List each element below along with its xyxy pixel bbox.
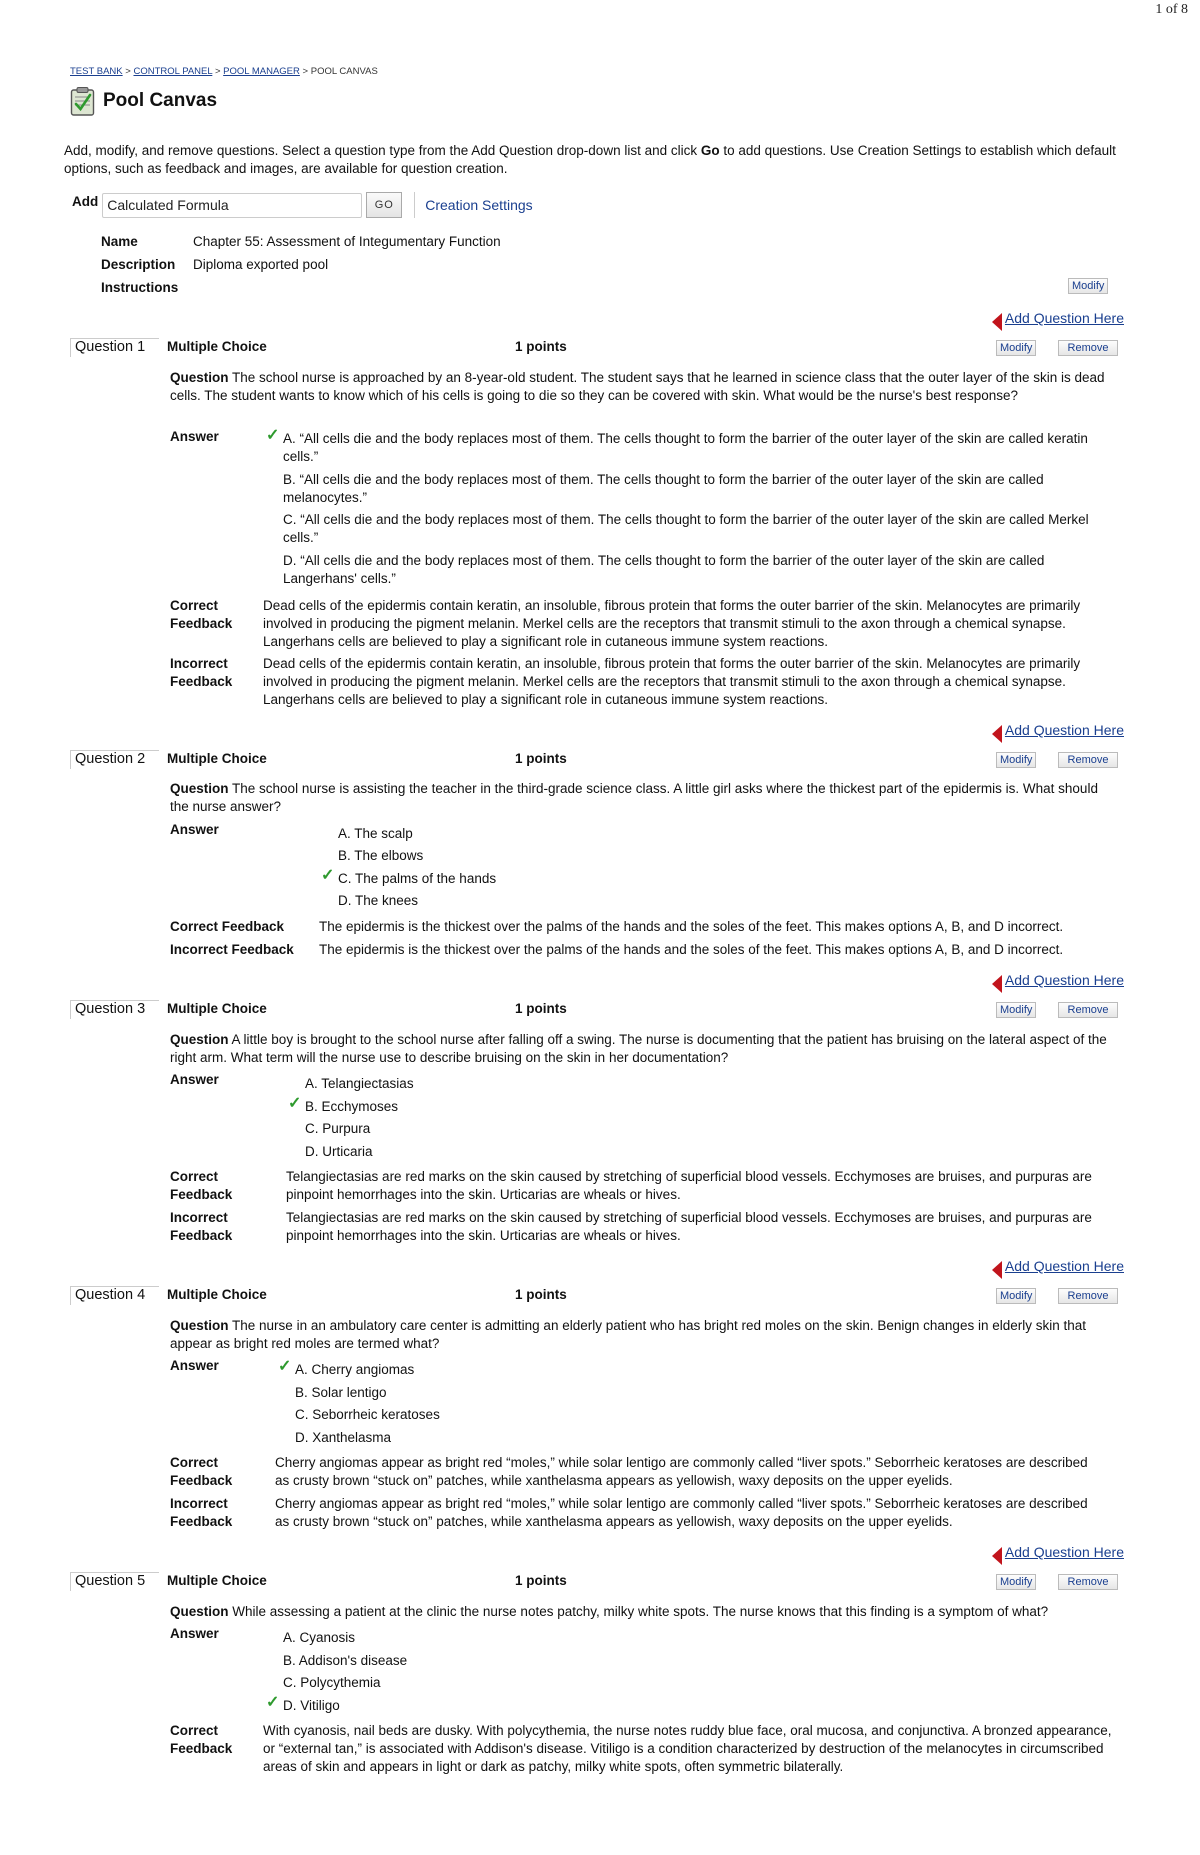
creation-settings-link[interactable]: Creation Settings xyxy=(425,197,533,213)
red-arrow-icon xyxy=(992,313,1002,331)
remove-question-button[interactable]: Remove xyxy=(1058,1288,1118,1304)
answer-option xyxy=(338,825,738,843)
correct-label: Correct xyxy=(170,1455,219,1470)
add-question-here-link[interactable] xyxy=(992,1543,1124,1561)
answer-option xyxy=(288,1095,705,1116)
answer-text: D. Vitiligo xyxy=(283,1698,340,1713)
feedback-label: Feedback xyxy=(170,674,233,689)
answer-text: A. “All cells die and the body replaces most of them. The cells thought to form the barrier of the outer layer of the skin are called keratin cells.” xyxy=(283,431,1088,464)
answer-option xyxy=(283,1629,683,1647)
answer-option xyxy=(305,1075,705,1093)
divider xyxy=(414,192,415,218)
question-header xyxy=(70,1001,1125,1019)
question-label: Question xyxy=(170,1032,229,1047)
question-label: Question xyxy=(170,1604,229,1619)
answer-text: D. The knees xyxy=(338,893,419,908)
answer-option xyxy=(338,892,738,910)
add-question-here-link[interactable] xyxy=(992,971,1124,989)
add-question-here-link[interactable] xyxy=(992,721,1124,739)
question-label: Question xyxy=(170,781,229,796)
page-title: Pool Canvas xyxy=(103,90,218,111)
question-body: While assessing a patient at the clinic the nurse notes patchy, milky white spots. The nurse knows that this finding is a symptom of what? xyxy=(232,1604,1049,1619)
instructions-text xyxy=(64,142,1124,178)
question-text xyxy=(170,369,1120,405)
answer-option xyxy=(295,1384,695,1402)
answer-text: C. Seborrheic keratoses xyxy=(295,1407,440,1422)
answer-text: A. Cyanosis xyxy=(283,1630,356,1645)
incorrect-label: Incorrect xyxy=(170,1210,228,1225)
question-body: The nurse in an ambulatory care center is admitting an elderly patient who has bright red moles on the skin. Benign changes in elderly skin that appear as bright red moles are termed what? xyxy=(170,1318,1087,1351)
answer-text: D. Xanthelasma xyxy=(295,1430,392,1445)
answer-option xyxy=(283,1674,683,1692)
remove-question-button[interactable]: Remove xyxy=(1058,1002,1118,1018)
incorrect-feedback-text: Cherry angiomas appear as bright red “moles,” while solar lentigo are commonly called “liver spots.” Seborrheic keratoses are described as crusty brown “stuck on” patches, while xanthelasma appears as yellowish, waxy deposits on the upper eyelids. xyxy=(275,1496,1088,1529)
question-number: Question 2 xyxy=(70,750,159,769)
page-number: 1 of 8 xyxy=(1155,2,1188,17)
answer-option xyxy=(283,552,1118,588)
feedback-label: Feedback xyxy=(170,616,233,631)
answer-text: C. Purpura xyxy=(305,1121,371,1136)
incorrect-feedback-label xyxy=(170,655,232,691)
add-question-here-label: Add Question Here xyxy=(1004,1544,1124,1560)
breadcrumb-test-bank[interactable]: TEST BANK xyxy=(70,66,123,77)
correct-feedback-text: With cyanosis, nail beds are dusky. With polycythemia, the nurse notes ruddy blue face, oral mucosa, and conjunctiva. A bronzed appearance, or “external tan,” is associated with Addison's disease. Vitiligo is a condition characterized by destruction of the melanocytes in circumscribed areas of skin and appears in light or dark as patchy, milky white spots, often symmetric bilaterally. xyxy=(263,1723,1112,1774)
question-type-select[interactable]: Calculated Formula xyxy=(102,193,362,218)
add-question-here-label: Add Question Here xyxy=(1004,1258,1124,1274)
feedback-label: Feedback xyxy=(170,1473,233,1488)
question-points: 1 points xyxy=(515,1287,567,1302)
answer-option xyxy=(283,511,1118,547)
question-body: The school nurse is assisting the teacher in the third-grade science class. A little girl asks where the thickest part of the epidermis is. What should the nurse answer? xyxy=(170,781,1098,814)
breadcrumb-separator: > xyxy=(302,66,309,77)
modify-question-button[interactable]: Modify xyxy=(996,752,1036,768)
question-points: 1 points xyxy=(515,1001,567,1016)
question-number: Question 4 xyxy=(70,1286,159,1305)
answer-text: A. Telangiectasias xyxy=(305,1076,414,1091)
correct-feedback-text: Telangiectasias are red marks on the skin caused by stretching of superficial blood vessels. Ecchymoses are bruises, and purpuras are pinpoint hemorrhages into the skin. Urticarias are wheals or hives. xyxy=(286,1169,1092,1202)
question-body: A little boy is brought to the school nurse after falling off a swing. The nurse is documenting that the patient has bruising on the lateral aspect of the right arm. What term will the nurse use to describe bruising on the skin in her documentation? xyxy=(170,1032,1107,1065)
red-arrow-icon xyxy=(992,1547,1002,1565)
question-text xyxy=(170,1317,1120,1353)
answer-option xyxy=(283,471,1118,507)
question-header xyxy=(70,339,1125,357)
answer-option xyxy=(278,1358,695,1379)
question-text xyxy=(170,1603,1120,1621)
answer-text: C. Polycythemia xyxy=(283,1675,381,1690)
add-question-bar xyxy=(72,192,533,218)
question-type: Multiple Choice xyxy=(167,751,267,766)
question-header xyxy=(70,751,1125,769)
answer-option xyxy=(338,847,738,865)
answer-text: B. The elbows xyxy=(338,848,424,863)
feedback-label: Feedback xyxy=(170,1514,233,1529)
answer-text: B. Solar lentigo xyxy=(295,1385,387,1400)
answer-option xyxy=(283,1652,683,1670)
incorrect-feedback-label: Incorrect Feedback xyxy=(170,942,294,957)
modify-question-button[interactable]: Modify xyxy=(996,1574,1036,1590)
correct-feedback-label xyxy=(170,1722,232,1758)
answer-label: Answer xyxy=(170,1358,219,1373)
answer-option xyxy=(305,1143,705,1161)
checkmark-icon: ✓ xyxy=(288,1095,302,1112)
question-type: Multiple Choice xyxy=(167,1573,267,1588)
pool-description-label: Description xyxy=(101,257,176,272)
pool-name-label: Name xyxy=(101,234,138,249)
question-number: Question 3 xyxy=(70,1000,159,1019)
answer-text: C. “All cells die and the body replaces most of them. The cells thought to form the barrier of the outer layer of the skin are called Merkel cells.” xyxy=(283,512,1089,545)
question-number: Question 5 xyxy=(70,1572,159,1591)
question-text xyxy=(170,1031,1120,1067)
add-question-here-link[interactable] xyxy=(992,1257,1124,1275)
answer-text: D. Urticaria xyxy=(305,1144,373,1159)
answer-label: Answer xyxy=(170,1626,219,1641)
checkmark-icon: ✓ xyxy=(266,427,280,444)
incorrect-feedback-text: Telangiectasias are red marks on the skin caused by stretching of superficial blood vessels. Ecchymoses are bruises, and purpuras are pinpoint hemorrhages into the skin. Urticarias are wheals or hives. xyxy=(286,1210,1092,1243)
correct-feedback-label: Correct Feedback xyxy=(170,919,285,934)
feedback-label: Feedback xyxy=(170,1741,233,1756)
question-points: 1 points xyxy=(515,751,567,766)
modify-question-button[interactable]: Modify xyxy=(996,340,1036,356)
correct-feedback-label xyxy=(170,1168,232,1204)
incorrect-label: Incorrect xyxy=(170,1496,228,1511)
pool-instructions-row xyxy=(101,280,193,295)
answer-text: A. Cherry angiomas xyxy=(295,1362,415,1377)
incorrect-feedback-text: Dead cells of the epidermis contain keratin, an insoluble, fibrous protein that forms the outer barrier of the skin. Melanocytes are primarily involved in producing the pigment melanin. Merkel cells are the receptors that transmit stimuli to the axon through a chemical synapse. Langerhans cells are believed to play a significant role in cutaneous immune system reactions. xyxy=(263,656,1081,707)
checkmark-icon: ✓ xyxy=(266,1694,280,1711)
question-header xyxy=(70,1573,1125,1591)
correct-label: Correct xyxy=(170,598,219,613)
pool-description-value: Diploma exported pool xyxy=(193,257,329,272)
question-points: 1 points xyxy=(515,339,567,354)
answer-option xyxy=(295,1406,695,1424)
answer-option xyxy=(266,1694,683,1715)
breadcrumb-separator: > xyxy=(214,66,221,77)
answer-text: A. The scalp xyxy=(338,826,413,841)
add-question-here-label: Add Question Here xyxy=(1004,722,1124,738)
checkmark-icon: ✓ xyxy=(321,867,335,884)
remove-question-button[interactable]: Remove xyxy=(1058,752,1118,768)
answer-option xyxy=(266,427,1118,466)
answer-label: Answer xyxy=(170,822,219,837)
breadcrumb-pool-manager[interactable]: POOL MANAGER xyxy=(223,66,300,77)
intro-part: to add questions. Use Creation Settings to establish which default options, such as feedback and images, are available for question creation. xyxy=(64,143,1116,176)
modify-pool-button[interactable]: Modify xyxy=(1068,278,1108,294)
answer-option xyxy=(305,1120,705,1138)
correct-label: Correct xyxy=(170,1169,219,1184)
red-arrow-icon xyxy=(992,1261,1002,1279)
incorrect-feedback-label xyxy=(170,1495,232,1531)
incorrect-feedback-label xyxy=(170,1209,232,1245)
pool-name-row xyxy=(101,234,501,249)
question-type: Multiple Choice xyxy=(167,1001,267,1016)
breadcrumb-separator: > xyxy=(125,66,131,77)
question-number: Question 1 xyxy=(70,338,159,357)
remove-question-button[interactable]: Remove xyxy=(1058,1574,1118,1590)
answer-option xyxy=(321,867,738,888)
question-header xyxy=(70,1287,1125,1305)
pool-name-value: Chapter 55: Assessment of Integumentary Function xyxy=(193,234,501,249)
breadcrumb-control-panel[interactable]: CONTROL PANEL xyxy=(133,66,213,77)
go-button[interactable]: GO xyxy=(366,192,402,218)
clipboard-check-icon xyxy=(70,86,95,116)
answer-option xyxy=(295,1429,695,1447)
intro-go: Go xyxy=(700,143,720,158)
correct-feedback-text: Cherry angiomas appear as bright red “moles,” while solar lentigo are commonly called “liver spots.” Seborrheic keratoses are described as crusty brown “stuck on” patches, while xanthelasma appears as yellowish, waxy deposits on the upper eyelids. xyxy=(275,1455,1088,1488)
checkmark-icon: ✓ xyxy=(278,1358,292,1375)
correct-feedback-label xyxy=(170,1454,232,1490)
remove-question-button[interactable]: Remove xyxy=(1058,340,1118,356)
feedback-label: Feedback xyxy=(170,1228,233,1243)
question-label: Question xyxy=(170,1318,229,1333)
pool-instructions-label: Instructions xyxy=(101,280,179,295)
add-question-here-label: Add Question Here xyxy=(1004,310,1124,326)
page-header xyxy=(70,86,217,116)
feedback-label: Feedback xyxy=(170,1187,233,1202)
intro-part: Add, modify, and remove questions. Select a question type from the Add Question drop-down list and click xyxy=(64,143,701,158)
question-type: Multiple Choice xyxy=(167,339,267,354)
answer-text: B. Addison's disease xyxy=(283,1653,408,1668)
question-body: The school nurse is approached by an 8-year-old student. The student says that he learned in science class that the outer layer of the skin is dead cells. The student wants to know which of his cells is going to die so they can be covered with skin. What would be the nurse's best response? xyxy=(170,370,1105,403)
answer-text: B. Ecchymoses xyxy=(305,1099,399,1114)
correct-label: Correct xyxy=(170,1723,219,1738)
question-text xyxy=(170,780,1120,816)
modify-question-button[interactable]: Modify xyxy=(996,1002,1036,1018)
incorrect-feedback-text: The epidermis is the thickest over the palms of the hands and the soles of the feet. This makes options A, B, and D incorrect. xyxy=(319,942,1064,957)
answer-label: Answer xyxy=(170,1072,219,1087)
question-label: Question xyxy=(170,370,229,385)
correct-feedback-text: Dead cells of the epidermis contain keratin, an insoluble, fibrous protein that forms the outer barrier of the skin. Melanocytes are primarily involved in producing the pigment melanin. Merkel cells are the receptors that transmit stimuli to the axon through a chemical synapse. Langerhans cells are believed to play a significant role in cutaneous immune system reactions. xyxy=(263,598,1081,649)
question-type: Multiple Choice xyxy=(167,1287,267,1302)
answer-text: B. “All cells die and the body replaces most of them. The cells thought to form the barrier of the outer layer of the skin are called melanocytes.” xyxy=(283,472,1044,505)
correct-feedback-text: The epidermis is the thickest over the palms of the hands and the soles of the feet. This makes options A, B, and D incorrect. xyxy=(319,919,1064,934)
answer-text: C. The palms of the hands xyxy=(338,871,497,886)
add-question-here-label: Add Question Here xyxy=(1004,972,1124,988)
answer-text: D. “All cells die and the body replaces most of them. The cells thought to form the barrier of the outer layer of the skin are called Langerhans' cells.” xyxy=(283,553,1045,586)
incorrect-label: Incorrect xyxy=(170,656,228,671)
red-arrow-icon xyxy=(992,725,1002,743)
answer-label: Answer xyxy=(170,429,219,444)
breadcrumb-current: POOL CANVAS xyxy=(310,66,378,77)
correct-feedback-label xyxy=(170,597,232,633)
question-points: 1 points xyxy=(515,1573,567,1588)
modify-question-button[interactable]: Modify xyxy=(996,1288,1036,1304)
add-question-here-link[interactable] xyxy=(992,309,1124,327)
red-arrow-icon xyxy=(992,975,1002,993)
pool-description-row xyxy=(101,257,328,272)
add-label: Add xyxy=(72,193,99,209)
breadcrumb xyxy=(70,66,378,77)
